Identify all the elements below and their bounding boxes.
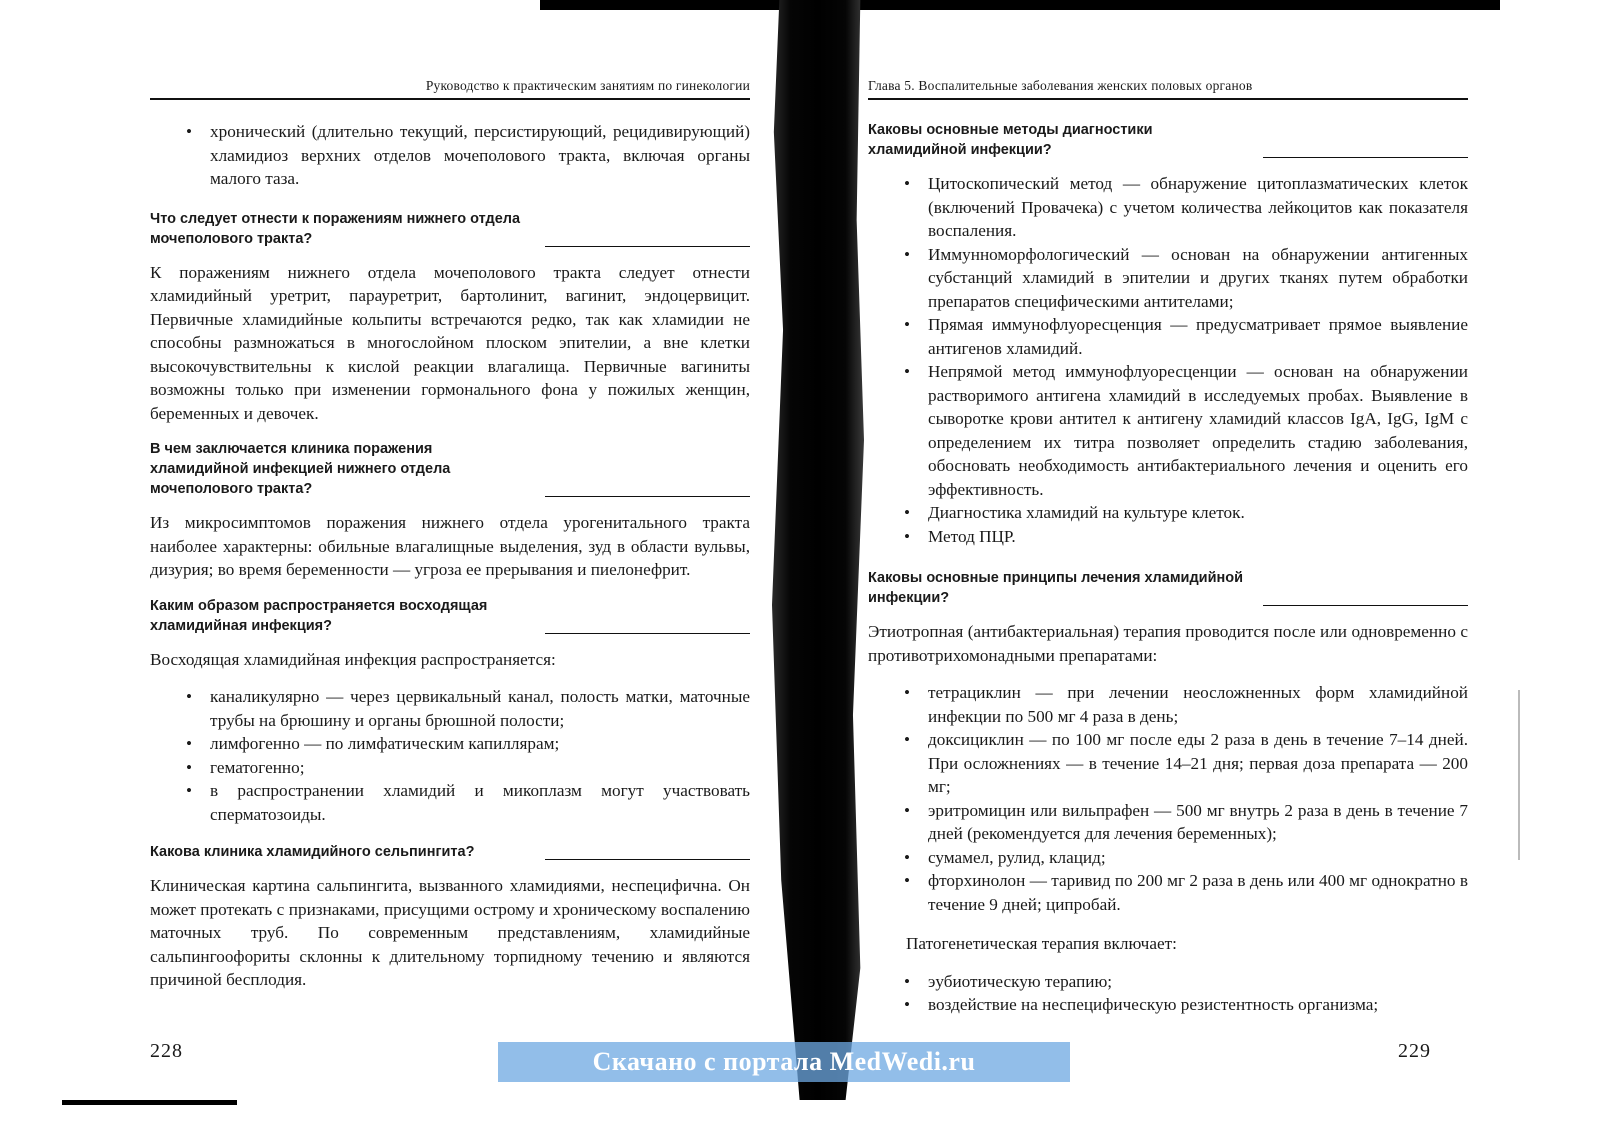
scan-top-edge [540,0,1500,10]
list-item: • лимфогенно — по лимфатическим капиллярам; [150,732,750,756]
list-item: • Прямая иммунофлуоресценция — предусматривает прямое выявление антигенов хламидий. [868,313,1468,360]
running-head: Глава 5. Воспалительные заболевания женских половых органов [868,78,1468,100]
list-item: • хронический (длительно текущий, персистирующий, рецидивирующий) хламидиоз верхних отделов мочеполового тракта, включая органы малого таза. [150,120,750,191]
page-content [868,120,1468,1033]
list-item: • каналикулярно — через цервикальный канал, полость матки, маточные трубы на брюшину и органы брюшной полости; [150,685,750,732]
paragraph: Клиническая картина сальпингита, вызванного хламидиями, неспецифична. Он может протекать с признаками, присущими острому и хроническому воспалению маточных труб. По современным представлениям, хламидийные сальпингоофориты склонны к длительному торпидному течению и являются причиной бесплодия. [150,876,750,989]
section-question: Каковы основные методы диагностики хламидийной инфекции? [868,120,1468,160]
section-question: В чем заключается клиника поражения хламидийной инфекцией нижнего отдела мочеполового тракта? [150,439,750,499]
bullet-list [868,172,1468,548]
list-item: • доксициклин — по 100 мг после еды 2 раза в день в течение 7–14 дней. При осложнениях — в течение 14–21 дня; первая доза препарата — 200 мг; [868,728,1468,799]
list-item: • Диагностика хламидий на культуре клеток. [868,501,1468,525]
section-question: Какова клиника хламидийного сельпингита? [150,842,750,862]
list-item: • тетрациклин — при лечении неосложненных форм хламидийной инфекции по 500 мг 4 раза в день; [868,681,1468,728]
list-item: • в распространении хламидий и микоплазм могут участвовать сперматозоиды. [150,779,750,826]
list-item: • фторхинолон — таривид по 200 мг 2 раза в день или 400 мг однократно в течение 9 дней; ципробай. [868,869,1468,916]
page-number: 228 [150,1040,183,1062]
paragraph: Восходящая хламидийная инфекция распространяется: [150,649,556,669]
running-head: Руководство к практическим занятиям по гинекологии [150,78,750,100]
section-question: Каким образом распространяется восходящая хламидийная инфекция? [150,596,750,636]
section-question: Каковы основные принципы лечения хламидийной инфекции? [868,568,1468,608]
list-item: • Иммунноморфологический — основан на обнаружении антигенных субстанций хламидий в эпителии и других тканях путем обработки препаратов специфическими антителами; [868,243,1468,314]
list-item: • Цитоскопический метод — обнаружение цитоплазматических клеток (включений Провачека) с учетом количества лейкоцитов как показателя воспаления. [868,172,1468,243]
paragraph: Из микросимптомов поражения нижнего отдела урогенитального тракта наиболее характерны: обильные влагалищные выделения, зуд в области вульвы, дизурия; во время беременности — угроза ее прерывания и пиелонефрит. [150,513,750,579]
bullet-list [868,970,1468,1017]
bullet-list [868,681,1468,916]
download-watermark: Скачано с портала MedWedi.ru [498,1042,1070,1082]
paragraph: Этиотропная (антибактериальная) терапия проводится после или одновременно с противотрихомонадными препаратами: [868,622,1468,665]
scan-edge-mark [1518,690,1520,860]
page-number: 229 [1398,1040,1431,1062]
list-item: • сумамел, рулид, клацид; [868,846,1468,870]
bullet-list [150,685,750,826]
page-content [150,120,750,1006]
list-item: • эритромицин или вильпрафен — 500 мг внутрь 2 раза в день в течение 7 дней (рекомендуется для лечения беременных); [868,799,1468,846]
paragraph: Патогенетическая терапия включает: [906,934,1177,953]
list-item: • эубиотическую терапию; [868,970,1468,994]
book-gutter-shadow [772,0,864,1100]
list-item: • гематогенно; [150,756,750,780]
paragraph: К поражениям нижнего отдела мочеполового тракта следует отнести хламидийный уретрит, парауретрит, бартолинит, вагинит, эндоцервицит. Первичные хламидийные кольпиты встречаются редко, так как хламидии не способны размножаться в многослойном плоском эпителии, а вне клетки высокочувствительны к кислой реакции влагалища. Первичные вагиниты возможны только при изменении гормонального фона у пожилых женщин, беременных и девочек. [150,262,750,423]
section-question: Что следует отнести к поражениям нижнего отдела мочеполового тракта? [150,209,750,249]
scan-bottom-edge [62,1100,237,1105]
list-item: • Метод ПЦР. [868,525,1468,549]
bullet-list [150,120,750,191]
list-item: • Непрямой метод иммунофлуоресценции — основан на обнаружении растворимого антигена хламидий в исследуемых пробах. Выявление в сыворотке крови антител к антигену хламидий классов IgA, IgG, IgM с определением их титра позволяет определить стадию заболевания, обосновать необходимость антибактериального лечения и оценить его эффективность. [868,360,1468,501]
list-item: • воздействие на неспецифическую резистентность организма; [868,993,1468,1017]
